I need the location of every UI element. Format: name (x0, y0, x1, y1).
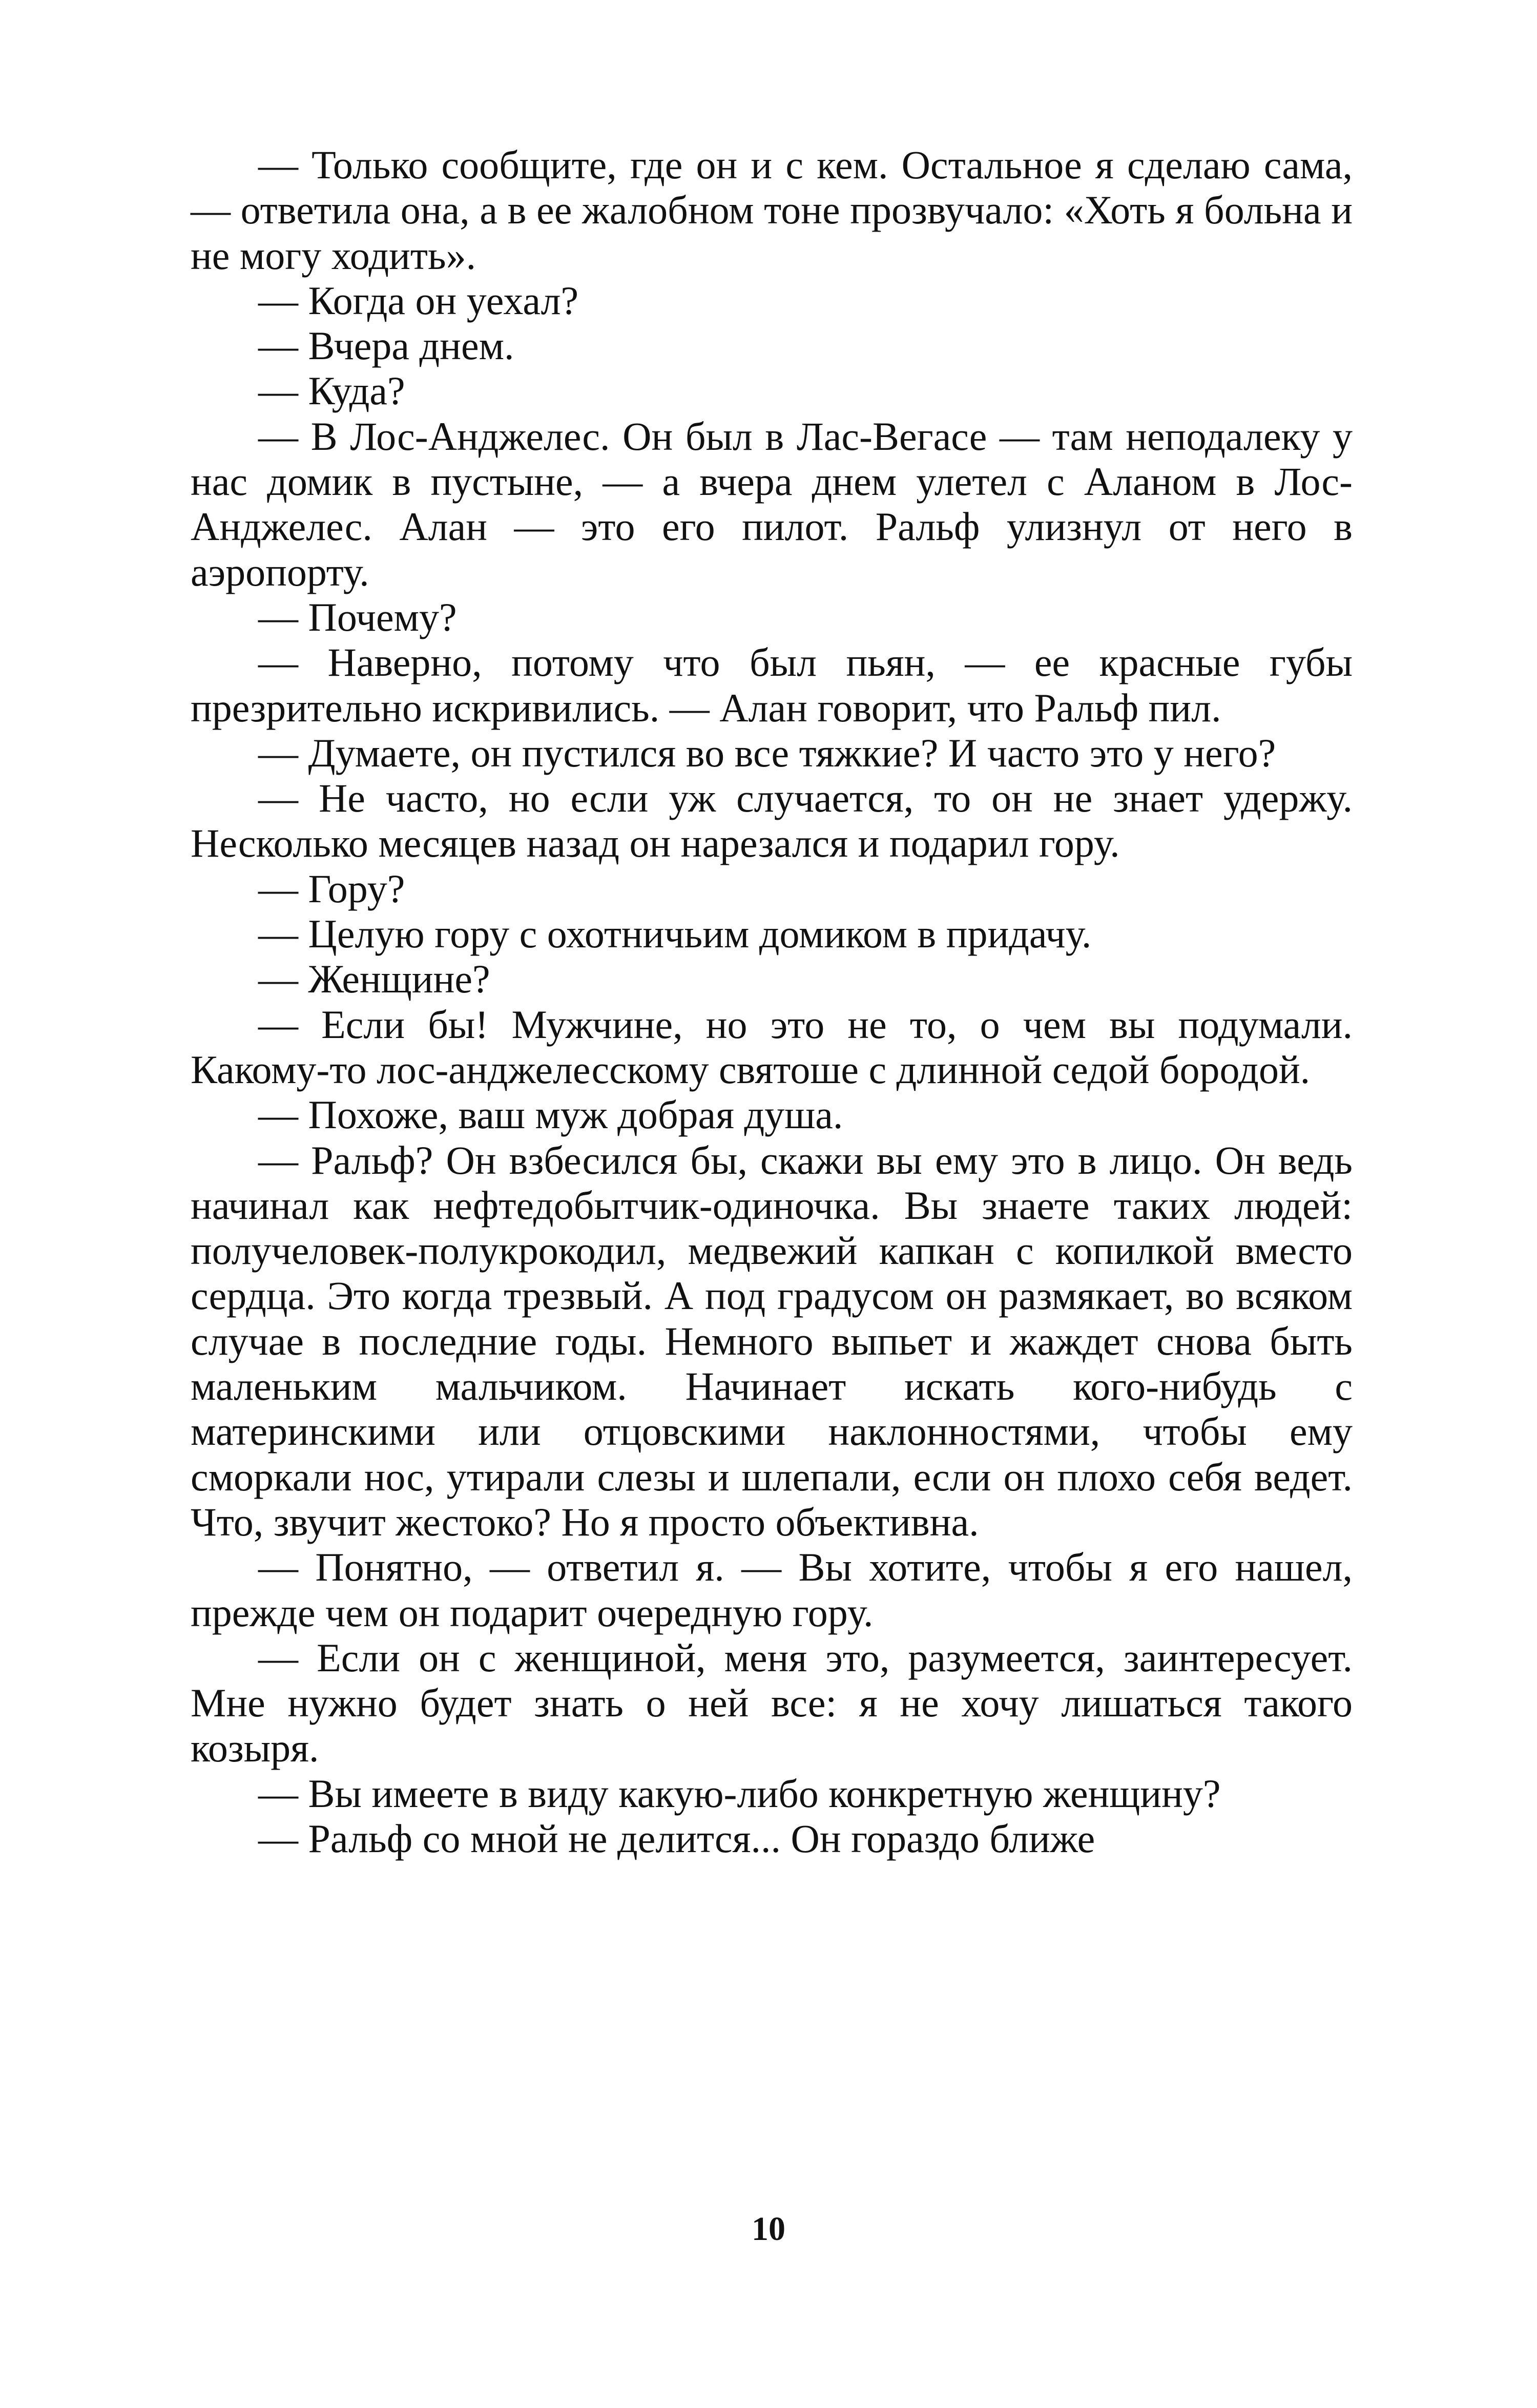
paragraph: — Куда? (258, 368, 405, 413)
paragraph: — Вы имеете в виду какую-либо конкретную женщину? (258, 1771, 1221, 1816)
paragraph: — Почему? (258, 594, 457, 639)
paragraph: — Понятно, — ответил я. — Вы хотите, чтобы я его нашел, прежде чем он подарит очередную гору. (191, 1545, 1353, 1635)
paragraph: — Думаете, он пустился во все тяжкие? И часто это у него? (258, 730, 1276, 775)
paragraph: — Если он с женщиной, меня это, разумеется, заинтересует. Мне нужно будет знать о ней все: я не хочу лишаться такого козыря. (191, 1635, 1353, 1771)
paragraph: — Не часто, но если уж случается, то он не знает удержу. Несколько месяцев назад он нарезался и подарил гору. (191, 776, 1353, 866)
book-page-text (191, 142, 1353, 1861)
paragraph: — Если бы! Мужчине, но это не то, о чем вы подумали. Какому-то лос-анджелесскому святоше с длинной седой бородой. (191, 1002, 1353, 1092)
paragraph: — Ральф? Он взбесился бы, скажи вы ему это в лицо. Он ведь начинал как нефтедобытчик-одиночка. Вы знаете таких людей: получеловек-полукрокодил, медвежий капкан с копилкой вместо сердца. Это когда трезвый. А под градусом он размякает, во всяком случае в последние годы. Немного выпьет и жаждет снова быть маленьким мальчиком. Начинает искать кого-нибудь с материнскими или отцовскими наклонностями, чтобы ему сморкали нос, утирали слезы и шлепали, если он плохо себя ведет. Что, звучит жестоко? Но я просто объективна. (191, 1137, 1353, 1544)
paragraph: — Ральф со мной не делится... Он гораздо ближе (258, 1816, 1095, 1861)
paragraph: — Похоже, ваш муж добрая душа. (258, 1092, 843, 1137)
paragraph: — Только сообщите, где он и с кем. Остальное я сделаю сама, — ответила она, а в ее жалобном тоне прозвучало: «Хоть я больна и не могу ходить». (191, 142, 1353, 278)
paragraph: — Гору? (258, 866, 405, 911)
page-number: 10 (752, 2210, 785, 2248)
paragraph: — Наверно, потому что был пьян, — ее красные губы презрительно искривились. — Алан говорит, что Ральф пил. (191, 640, 1353, 730)
paragraph: — В Лос-Анджелес. Он был в Лас-Вегасе — там неподалеку у нас домик в пустыне, — а вчера днем улетел с Аланом в Лос-Анджелес. Алан — это его пилот. Ральф улизнул от него в аэропорту. (191, 413, 1353, 594)
paragraph: — Целую гору с охотничьим домиком в придачу. (258, 911, 1092, 957)
paragraph: — Женщине? (258, 957, 490, 1002)
paragraph: — Когда он уехал? (258, 278, 579, 323)
paragraph: — Вчера днем. (258, 323, 514, 368)
